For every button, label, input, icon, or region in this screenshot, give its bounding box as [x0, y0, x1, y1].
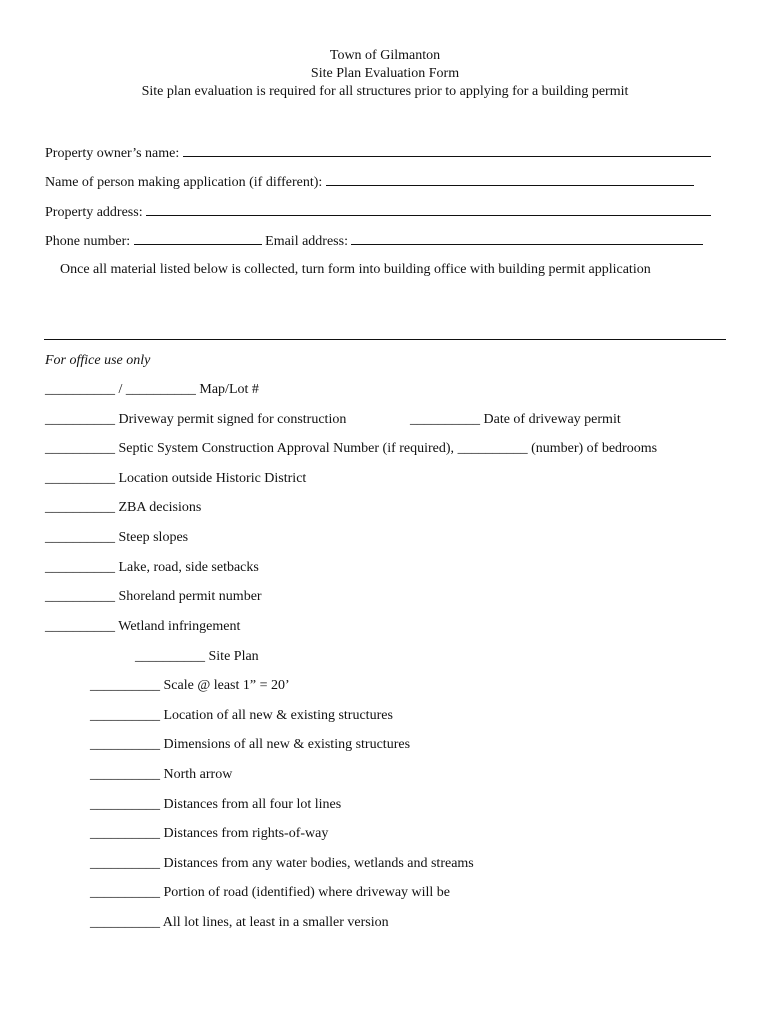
item-label: Location of all new & existing structures — [163, 708, 393, 723]
site-plan-item — [90, 885, 450, 901]
phone-field[interactable] — [134, 232, 262, 245]
item-label: ZBA decisions — [118, 500, 202, 515]
phone-label: Phone number: — [45, 234, 131, 249]
site-plan-item — [90, 708, 393, 724]
site-plan-item — [90, 767, 232, 783]
driveway-date-blank[interactable]: __________ — [410, 412, 480, 427]
applicant-name-label: Name of person making application (if different): — [45, 175, 323, 190]
checklist-item — [45, 619, 240, 635]
item-blank[interactable]: __________ — [90, 915, 160, 930]
site-plan-item — [90, 678, 290, 694]
item-blank[interactable]: __________ — [90, 678, 160, 693]
item-blank[interactable]: __________ — [90, 767, 160, 782]
item-label: Wetland infringement — [118, 619, 241, 634]
septic-label: Septic System Construction Approval Number (if required), — [118, 441, 455, 456]
checklist-item — [45, 589, 262, 605]
checklist-item — [45, 530, 188, 546]
item-label: Scale @ least 1” = 20’ — [163, 678, 290, 693]
form-subtitle: Site plan evaluation is required for all structures prior to applying for a building permit — [141, 84, 629, 99]
applicant-name-row — [45, 173, 694, 191]
checklist-item — [45, 560, 259, 576]
item-blank[interactable]: __________ — [45, 500, 115, 515]
site-plan-label: Site Plan — [208, 649, 259, 664]
item-blank[interactable]: __________ — [45, 619, 115, 634]
driveway-date-label: Date of driveway permit — [483, 412, 621, 427]
site-plan-item — [90, 856, 474, 872]
contact-row — [45, 232, 703, 250]
bedrooms-blank[interactable]: __________ — [457, 441, 528, 456]
item-label: Lake, road, side setbacks — [118, 560, 259, 575]
checklist-item — [45, 500, 201, 516]
site-plan-item — [90, 737, 410, 753]
item-label: Shoreland permit number — [118, 589, 262, 604]
site-plan-item — [90, 826, 328, 842]
office-use-heading: For office use only — [45, 353, 151, 368]
property-address-field[interactable] — [146, 203, 711, 216]
item-label: Distances from rights-of-way — [163, 826, 329, 841]
item-label: Dimensions of all new & existing structures — [163, 737, 411, 752]
item-label: All lot lines, at least in a smaller version — [162, 915, 389, 930]
instruction-text: Once all material listed below is collected, turn form into building office with building permit application — [60, 262, 651, 277]
item-blank[interactable]: __________ — [90, 708, 160, 723]
item-blank[interactable]: __________ — [90, 885, 160, 900]
item-blank[interactable]: __________ — [45, 560, 115, 575]
item-label: Steep slopes — [118, 530, 189, 545]
item-blank[interactable]: __________ — [90, 797, 160, 812]
item-label: North arrow — [163, 767, 233, 782]
map-lot-row — [45, 382, 259, 398]
item-label: Location outside Historic District — [118, 471, 307, 486]
email-label: Email address: — [265, 234, 348, 249]
item-label: Distances from any water bodies, wetlands and streams — [163, 856, 474, 871]
item-label: Distances from all four lot lines — [163, 797, 342, 812]
item-blank[interactable]: __________ — [45, 589, 115, 604]
owner-name-field[interactable] — [183, 144, 711, 157]
site-plan-blank[interactable]: __________ — [135, 649, 205, 664]
item-blank[interactable]: __________ — [90, 737, 160, 752]
site-plan-row — [135, 649, 259, 665]
bedrooms-label: (number) of bedrooms — [531, 441, 658, 456]
driveway-permit-blank[interactable]: __________ — [45, 412, 115, 427]
town-name: Town of Gilmanton — [329, 48, 441, 63]
checklist-item — [45, 471, 306, 487]
property-address-label: Property address: — [45, 205, 143, 220]
site-plan-item — [90, 797, 341, 813]
item-blank[interactable]: __________ — [45, 471, 115, 486]
owner-name-row — [45, 144, 711, 162]
item-blank[interactable]: __________ — [90, 856, 160, 871]
section-divider — [44, 339, 726, 340]
map-blank[interactable]: __________ — [45, 382, 115, 397]
map-lot-separator: / — [118, 382, 123, 397]
driveway-permit-label: Driveway permit signed for construction — [118, 412, 347, 427]
email-field[interactable] — [351, 232, 703, 245]
owner-name-label: Property owner’s name: — [45, 146, 180, 161]
item-blank[interactable]: __________ — [90, 826, 160, 841]
lot-blank[interactable]: __________ — [125, 382, 196, 397]
septic-row — [45, 441, 657, 457]
driveway-permit-row — [45, 412, 346, 428]
septic-blank[interactable]: __________ — [45, 441, 115, 456]
applicant-name-field[interactable] — [326, 173, 694, 186]
map-lot-label: Map/Lot # — [199, 382, 259, 397]
item-label: Portion of road (identified) where driveway will be — [163, 885, 451, 900]
property-address-row — [45, 203, 711, 221]
site-plan-item — [90, 915, 389, 931]
form-title: Site Plan Evaluation Form — [310, 66, 460, 81]
item-blank[interactable]: __________ — [45, 530, 115, 545]
driveway-date-row — [410, 412, 621, 428]
